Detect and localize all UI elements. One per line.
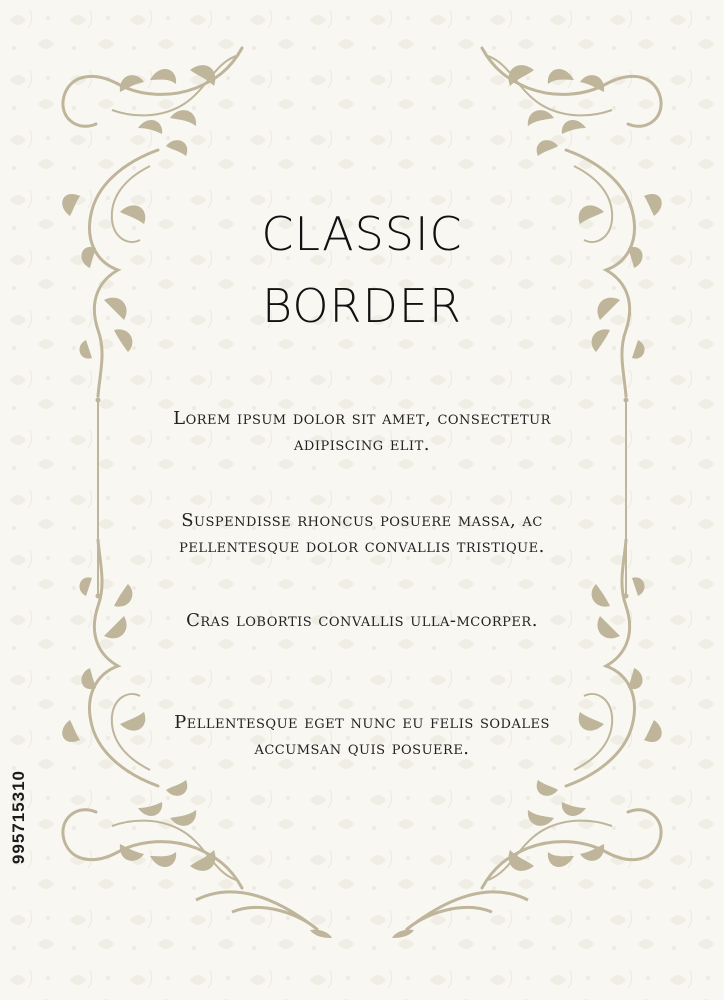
bottom-flourish-right bbox=[406, 892, 528, 930]
paragraph-4: Pellentesque eget nunc eu felis sodales accumsan quis posuere. bbox=[174, 712, 550, 759]
stock-image-id: 995715310 bbox=[9, 770, 28, 865]
paragraph-2: Suspendisse rhoncus posuere massa, ac pellentesque dolor convallis tristique. bbox=[179, 510, 545, 557]
heading-line-2: BORDER bbox=[262, 279, 462, 333]
bottom-flourish-left bbox=[196, 892, 318, 930]
paragraph-3: Cras lobortis convallis ulla-mcorper. bbox=[186, 610, 538, 631]
heading bbox=[0, 198, 724, 342]
paragraph-1: Lorem ipsum dolor sit amet, consectetur adipiscing elit. bbox=[173, 408, 551, 455]
heading-line-1: CLASSIC bbox=[261, 207, 463, 261]
